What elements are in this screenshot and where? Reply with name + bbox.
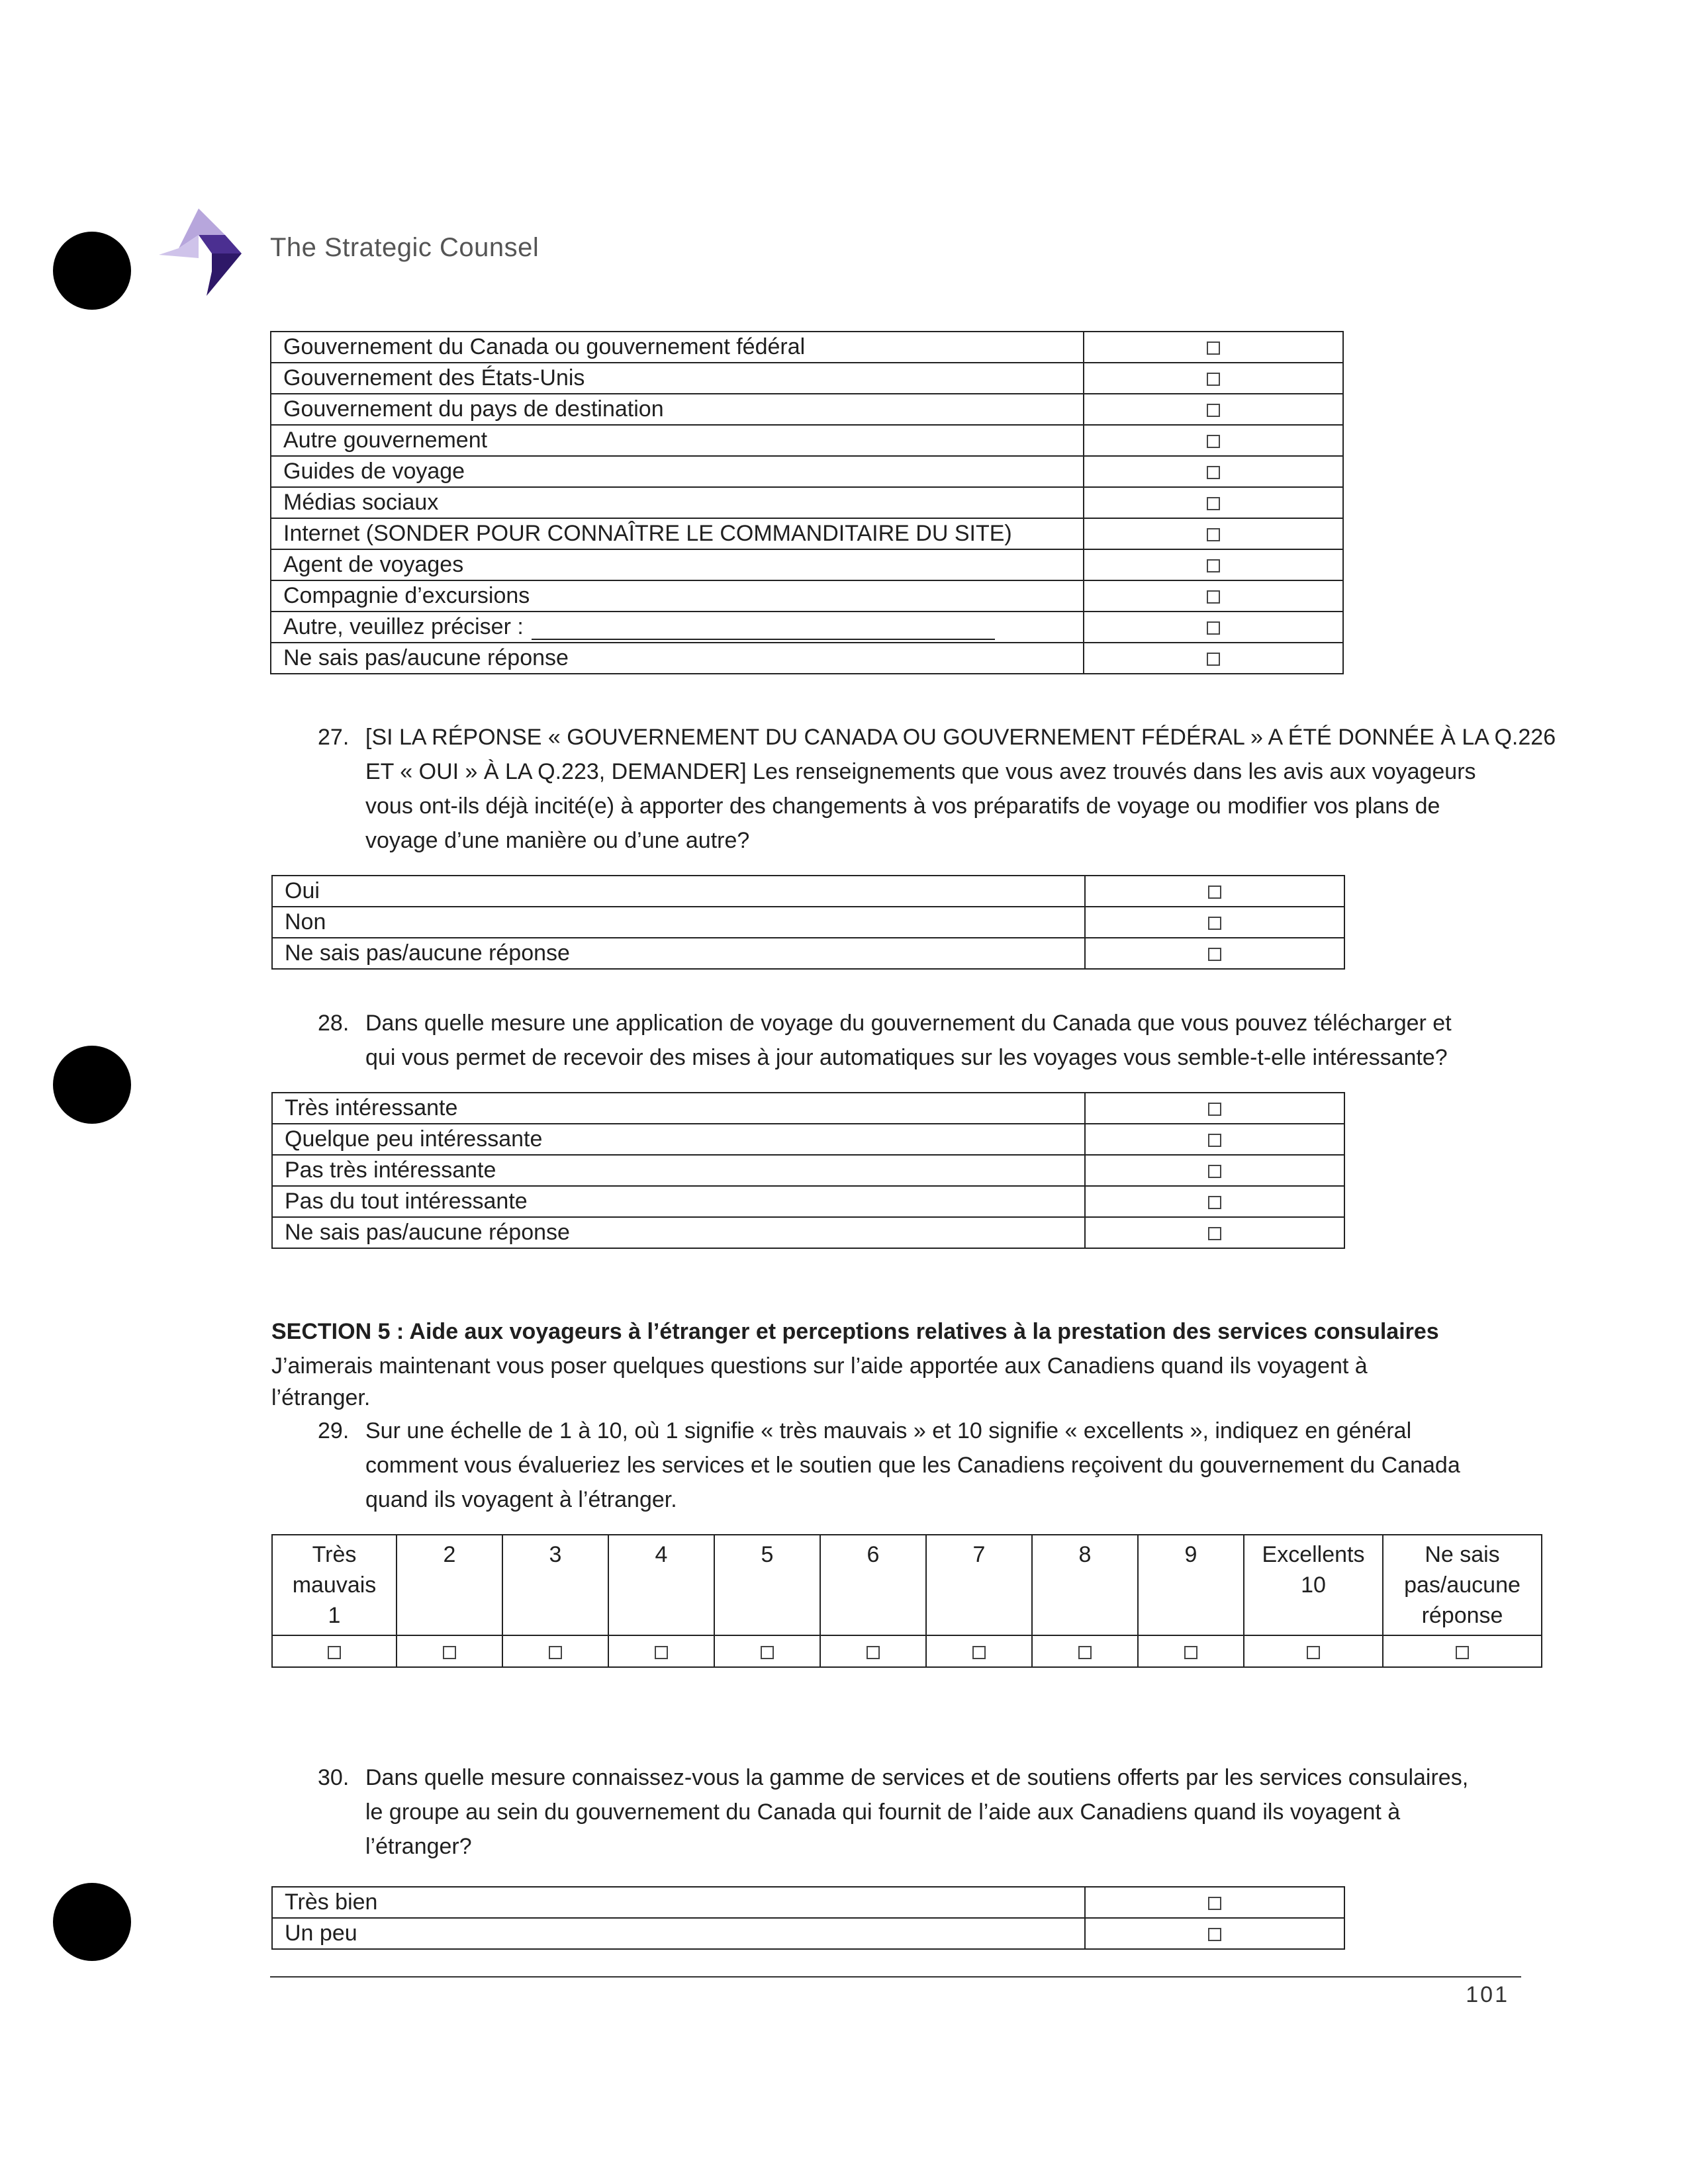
scale-header-cell [397,1535,502,1635]
checkbox[interactable] [1207,590,1220,604]
text-line: Sur une échelle de 1 à 10, où 1 signifie « très mauvais » et 10 signifie « excellents », indiquez en général [365,1418,1412,1443]
scale-header-text: 8 [1078,1542,1092,1567]
text-line: l’étranger? [365,1834,472,1859]
punch-hole-top [53,232,131,310]
option-label-cell [272,1186,1085,1217]
option-label: Très bien [285,1889,378,1915]
punch-hole-middle [53,1046,131,1124]
text-line: Dans quelle mesure connaissez-vous la gamme de services et de soutiens offerts par les services consulaires, [365,1765,1469,1790]
sources-table [270,331,1344,674]
scale-checkbox-cell [272,1635,397,1667]
option-checkbox-cell [1085,1093,1344,1124]
q29-rating-scale [271,1534,1542,1668]
scale-header-text: 6 [867,1542,880,1567]
scale-header-cell [714,1535,820,1635]
text-line: ET « OUI » À LA Q.223, DEMANDER] Les renseignements que vous avez trouvés dans les avis aux voyageurs [365,759,1476,784]
option-row [271,332,1343,363]
scale-checkbox-cell [820,1635,926,1667]
checkbox[interactable] [1208,1134,1221,1147]
checkbox[interactable] [1208,1227,1221,1240]
option-label: Pas du tout intéressante [285,1189,528,1214]
checkbox[interactable] [655,1646,668,1659]
option-label: Gouvernement des États-Unis [283,365,585,390]
option-row [271,363,1343,394]
page-number: 101 [1466,1982,1509,2007]
option-checkbox-cell [1084,487,1343,518]
option-row [271,643,1343,674]
checkbox[interactable] [1208,917,1221,930]
checkbox[interactable] [328,1646,341,1659]
checkbox[interactable] [1208,1103,1221,1116]
scale-header-text: 10 [1301,1572,1326,1598]
option-checkbox-cell [1084,612,1343,643]
q27-options-table [271,875,1345,970]
option-label: Non [285,909,326,934]
scale-header-text: Excellents [1262,1542,1365,1567]
option-label-cell [272,1887,1085,1918]
option-checkbox-cell [1085,1217,1344,1248]
checkbox[interactable] [1208,1165,1221,1178]
option-checkbox-cell [1084,518,1343,549]
option-checkbox-cell [1085,1918,1344,1949]
option-checkbox-cell [1084,425,1343,456]
option-label-cell [271,580,1084,612]
option-label-cell [271,549,1084,580]
company-name: The Strategic Counsel [270,233,539,262]
option-row [272,876,1344,907]
checkbox[interactable] [1207,528,1220,541]
checkbox[interactable] [1207,404,1220,417]
text-line: le groupe au sein du gouvernement du Canada qui fournit de l’aide aux Canadiens quand ils voyagent à [365,1799,1401,1825]
text-line: comment vous évalueriez les services et le soutien que les Canadiens reçoivent du gouvernement du Canada [365,1453,1460,1478]
question-number: 27. [318,725,350,750]
scale-header-text: 1 [328,1603,341,1628]
option-row [272,1887,1344,1918]
option-label-cell [271,425,1084,456]
q28-options-table [271,1092,1345,1249]
option-row [271,487,1343,518]
option-label-cell [271,612,1084,643]
scale-header-cell [272,1535,397,1635]
checkbox[interactable] [1208,1928,1221,1941]
option-row [271,580,1343,612]
scale-header-text: réponse [1421,1603,1503,1628]
option-row [272,938,1344,969]
scale-header-cell [1032,1535,1138,1635]
option-checkbox-cell [1084,549,1343,580]
scale-header-cell [1138,1535,1244,1635]
option-label: Agent de voyages [283,552,464,577]
option-label: Pas très intéressante [285,1158,496,1183]
scale-header-cell [1244,1535,1383,1635]
checkbox[interactable] [1207,559,1220,572]
text-line: voyage d’une manière ou d’une autre? [365,828,750,853]
text-line: vous ont-ils déjà incité(e) à apporter des changements à vos préparatifs de voyage ou modifier vos plans de [365,794,1440,819]
scale-checkbox-cell [608,1635,714,1667]
checkbox[interactable] [1207,621,1220,635]
checkbox[interactable] [1208,948,1221,961]
company-logo-icon [159,208,252,298]
option-label-cell [271,643,1084,674]
scale-checkbox-cell [1383,1635,1542,1667]
option-checkbox-cell [1085,876,1344,907]
option-label-cell [271,487,1084,518]
option-row [271,518,1343,549]
option-label-cell [272,1124,1085,1155]
option-label: Compagnie d’excursions [283,583,530,608]
option-checkbox-cell [1085,1887,1344,1918]
option-checkbox-cell [1085,1155,1344,1186]
scale-header-cell [502,1535,608,1635]
option-label-cell [271,332,1084,363]
scale-header-text: 3 [549,1542,562,1567]
option-label: Ne sais pas/aucune réponse [285,940,570,966]
option-label: Médias sociaux [283,490,439,515]
option-label: Oui [285,878,320,903]
option-row [272,1186,1344,1217]
punch-hole-bottom [53,1883,131,1961]
question-number: 30. [318,1765,350,1790]
option-label-cell [272,907,1085,938]
option-checkbox-cell [1084,580,1343,612]
scale-checkbox-cell [1244,1635,1383,1667]
text-line: J’aimerais maintenant vous poser quelques questions sur l’aide apportée aux Canadiens quand ils voyagent à [271,1353,1368,1379]
scale-header-text: 2 [443,1542,456,1567]
option-label-cell [272,1093,1085,1124]
checkbox[interactable] [1207,341,1220,355]
checkbox[interactable] [972,1646,986,1659]
option-checkbox-cell [1084,363,1343,394]
checkbox[interactable] [1207,435,1220,448]
checkbox[interactable] [1456,1646,1469,1659]
scale-header-text: Très [312,1542,357,1567]
text-line: [SI LA RÉPONSE « GOUVERNEMENT DU CANADA OU GOUVERNEMENT FÉDÉRAL » A ÉTÉ DONNÉE À LA Q.226 [365,725,1556,750]
option-checkbox-cell [1084,394,1343,425]
option-label-cell [272,1155,1085,1186]
scale-checkbox-cell [502,1635,608,1667]
scale-header-text: 4 [655,1542,668,1567]
option-row [272,1155,1344,1186]
option-label-cell [272,938,1085,969]
q30-options-table [271,1886,1345,1950]
scale-header-text: Ne sais [1425,1542,1500,1567]
footer-rule [270,1976,1521,1978]
checkbox[interactable] [1207,653,1220,666]
checkbox[interactable] [1208,886,1221,899]
option-checkbox-cell [1085,938,1344,969]
option-row [271,456,1343,487]
text-line: qui vous permet de recevoir des mises à jour automatiques sur les voyages vous semble-t-elle intéressante? [365,1045,1448,1070]
text-line: l’étranger. [271,1385,371,1410]
option-label: Autre gouvernement [283,428,488,453]
option-row [271,394,1343,425]
checkbox[interactable] [1207,373,1220,386]
option-row [272,907,1344,938]
option-label: Quelque peu intéressante [285,1126,543,1152]
question-number: 29. [318,1418,350,1443]
scale-header-text: mauvais [292,1572,377,1598]
option-label: Autre, veuillez préciser : [283,614,524,639]
option-checkbox-cell [1085,907,1344,938]
checkbox[interactable] [549,1646,562,1659]
checkbox[interactable] [1208,1196,1221,1209]
specify-blank-line [532,619,995,640]
question-number: 28. [318,1011,350,1036]
scale-header-cell [608,1535,714,1635]
option-label-cell [271,518,1084,549]
section-title: SECTION 5 : Aide aux voyageurs à l’étranger et perceptions relatives à la prestation des services consulaires [271,1319,1439,1344]
checkbox[interactable] [1208,1897,1221,1910]
option-row [272,1217,1344,1248]
text-line: quand ils voyagent à l’étranger. [365,1487,677,1512]
option-label-cell [272,1918,1085,1949]
scale-header-cell [820,1535,926,1635]
scale-header-text: 5 [761,1542,774,1567]
scale-header-text: 7 [972,1542,986,1567]
scale-checkbox-cell [1138,1635,1244,1667]
option-checkbox-cell [1084,332,1343,363]
option-checkbox-cell [1084,643,1343,674]
checkbox[interactable] [1184,1646,1197,1659]
scale-checkbox-cell [926,1635,1032,1667]
option-label: Très intéressante [285,1095,458,1120]
scale-header-text: pas/aucune [1404,1572,1521,1598]
option-label-cell [271,363,1084,394]
option-label-cell [271,456,1084,487]
option-label-cell [272,1217,1085,1248]
option-checkbox-cell [1085,1186,1344,1217]
option-row [272,1124,1344,1155]
option-row [272,1918,1344,1949]
option-label: Un peu [285,1921,357,1946]
checkbox[interactable] [1207,497,1220,510]
scale-checkbox-cell [714,1635,820,1667]
scale-checkbox-cell [397,1635,502,1667]
option-label: Gouvernement du pays de destination [283,396,664,422]
option-label-cell [272,876,1085,907]
checkbox[interactable] [443,1646,456,1659]
option-label: Internet (SONDER POUR CONNAÎTRE LE COMMANDITAIRE DU SITE) [283,521,1012,546]
option-label-cell [271,394,1084,425]
option-checkbox-cell [1085,1124,1344,1155]
option-row [271,549,1343,580]
text-line: Dans quelle mesure une application de voyage du gouvernement du Canada que vous pouvez télécharger et [365,1011,1452,1036]
checkbox[interactable] [1307,1646,1320,1659]
scale-checkbox-cell [1032,1635,1138,1667]
checkbox[interactable] [1207,466,1220,479]
option-label: Gouvernement du Canada ou gouvernement fédéral [283,334,806,359]
checkbox[interactable] [867,1646,880,1659]
checkbox[interactable] [761,1646,774,1659]
option-label: Ne sais pas/aucune réponse [285,1220,570,1245]
option-row [272,1093,1344,1124]
option-row [271,612,1343,643]
scale-header-cell [926,1535,1032,1635]
option-row [271,425,1343,456]
section-intro [271,1350,1368,1414]
option-label: Guides de voyage [283,459,465,484]
checkbox[interactable] [1078,1646,1092,1659]
scale-header-text: 9 [1184,1542,1197,1567]
scale-header-cell [1383,1535,1542,1635]
option-label: Ne sais pas/aucune réponse [283,645,569,670]
option-checkbox-cell [1084,456,1343,487]
